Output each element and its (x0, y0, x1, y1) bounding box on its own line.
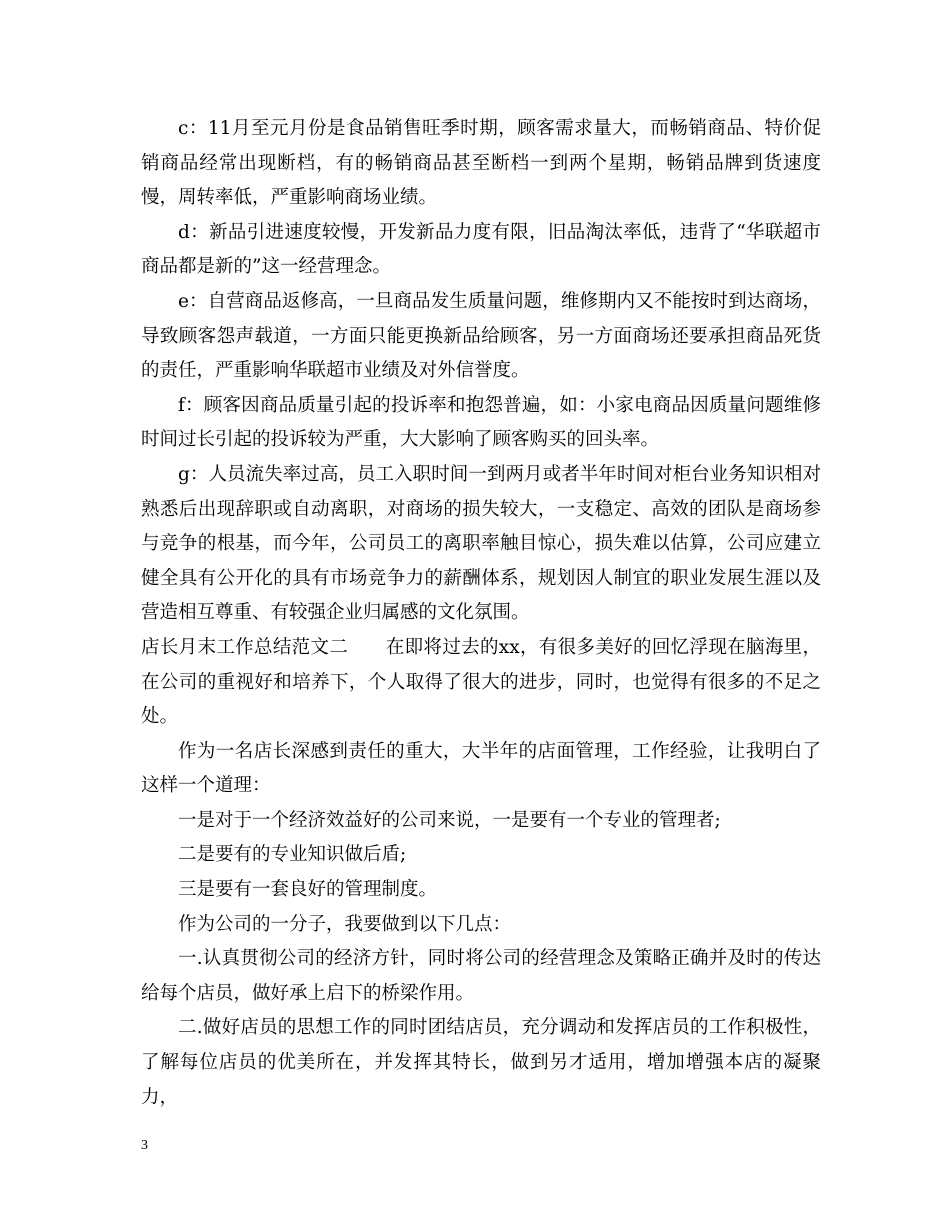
paragraph-point-1: 一是对于一个经济效益好的公司来说，一是要有一个专业的管理者; (178, 809, 721, 831)
paragraph-intro-list: 作为公司的一分子，我要做到以下几点： (178, 913, 512, 935)
paragraph-c: c：11月至元月份是食品销售旺季时期，顾客需求量大，而畅销商品、特价促销商品经常出现断档，有的畅销商品甚至断档一到两个星期，畅销品牌到货速度慢，周转率低，严重影响商场业绩。 (141, 118, 821, 209)
paragraph-f: f：顾客因商品质量引起的投诉率和抱怨普遍，如：小家电商品因质量问题维修时间过长引起的投诉较为严重，大大影响了顾客购买的回头率。 (141, 394, 821, 451)
paragraph-item-1: 一.认真贯彻公司的经济方针，同时将公司的经营理念及策略正确并及时的传达给每个店员，做好承上启下的桥梁作用。 (141, 948, 821, 1004)
page-number: 3 (141, 1138, 148, 1153)
paragraph-e: e：自营商品返修高，一旦商品发生质量问题，维修期内又不能按时到达商场，导致顾客怨声载道，一方面只能更换新品给顾客，另一方面商场还要承担商品死货的责任，严重影响华联超市业绩及对外信誉度。 (141, 290, 821, 382)
paragraph-duty: 作为一名店长深感到责任的重大，大半年的店面管理，工作经验，让我明白了这样一个道理： (141, 740, 821, 797)
paragraph-g: g：人员流失率过高，员工入职时间一到两月或者半年时间对柜台业务知识相对熟悉后出现辞职或自动离职，对商场的损失较大，一支稳定、高效的团队是商场参与竞争的根基，而今年，公司员工的离职率触目惊心，损失难以估算，公司应建立健全具有公开化的具有市场竞争力的薪酬体系，规划因人制宜的职业发展生涯以及营造相互尊重、有较强企业归属感的文化氛围。 (141, 463, 821, 624)
document-page (141, 112, 821, 1115)
section-heading-paragraph: 店长月末工作总结范文二 在即将过去的xx，有很多美好的回忆浮现在脑海里，在公司的重视好和培养下，个人取得了很大的进步，同时，也觉得有很多的不足之处。 (141, 636, 821, 728)
paragraph-d: d：新品引进速度较慢，开发新品力度有限，旧品淘汰率低，违背了“华联超市商品都是新的”这一经营理念。 (141, 221, 821, 278)
paragraph-point-2: 二是要有的专业知识做后盾; (178, 844, 407, 866)
paragraph-point-3: 三是要有一套良好的管理制度。 (178, 879, 438, 901)
paragraph-item-2: 二.做好店员的思想工作的同时团结店员，充分调动和发挥店员的工作积极性，了解每位店员的优美所在，并发挥其特长，做到另才适用，增加增强本店的凝聚力， (141, 1017, 821, 1108)
